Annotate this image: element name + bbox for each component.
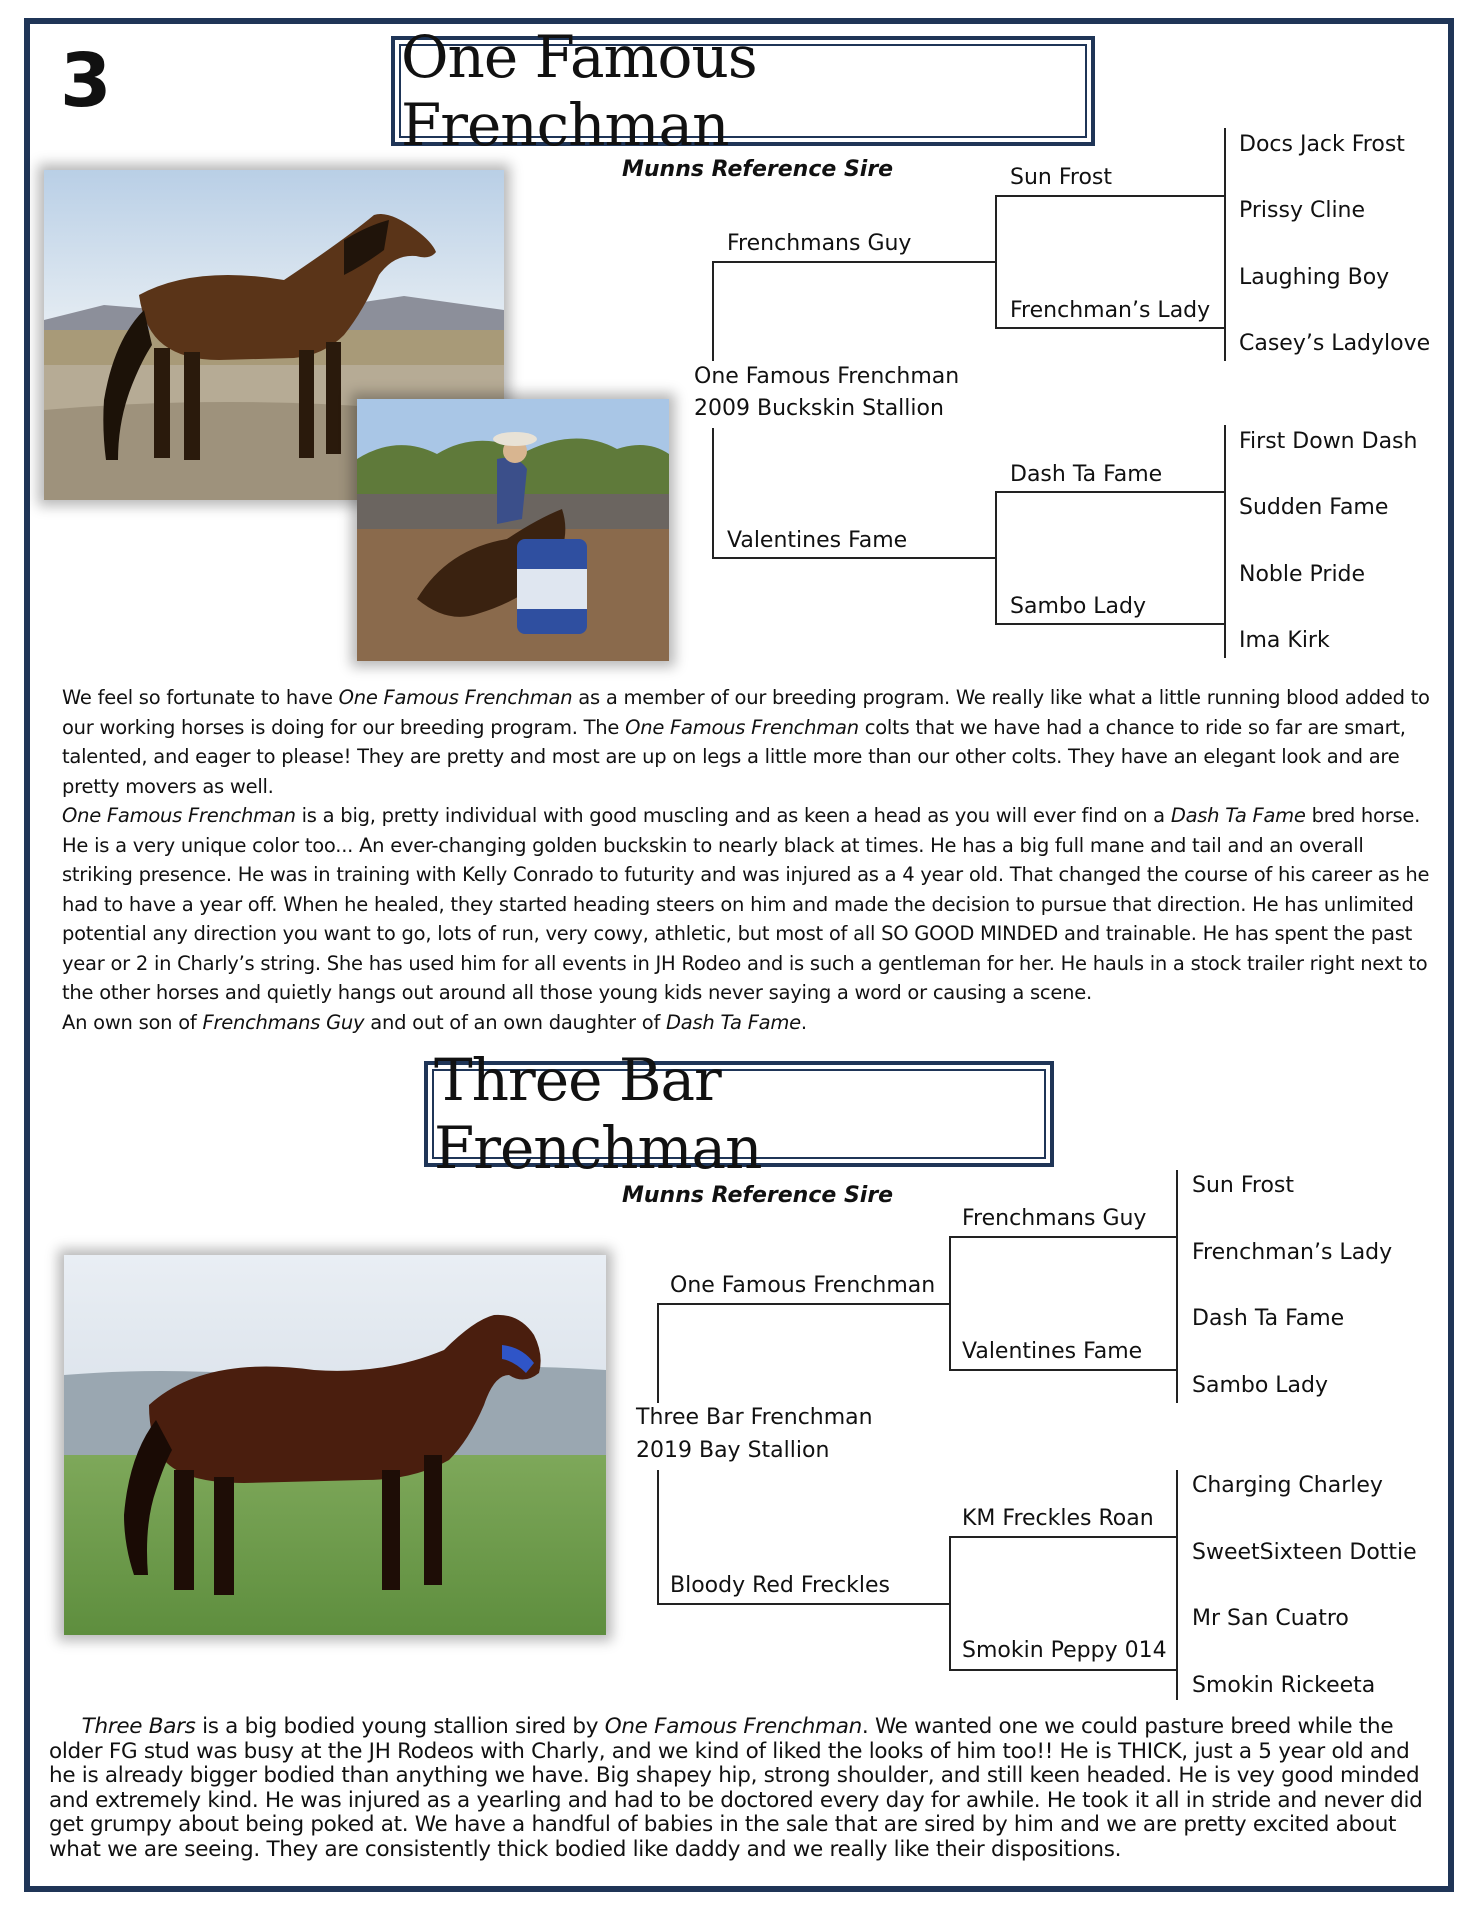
horse2-title: Three Bar Frenchman <box>432 1069 1046 1159</box>
horse1-ped-line <box>712 428 714 558</box>
horse1-ped-line <box>995 195 997 328</box>
horse2-ped-sire: One Famous Frenchman <box>670 1273 936 1298</box>
horse2-ped-sire-sire: Frenchmans Guy <box>962 1206 1147 1231</box>
horse1-ped-g3-6: Sudden Fame <box>1239 495 1389 520</box>
horse1-ped-line <box>712 261 714 361</box>
horse1-ped-line <box>995 623 1225 625</box>
horse2-ped-line <box>657 1470 659 1604</box>
horse1-ped-g3-7: Noble Pride <box>1239 562 1366 587</box>
horse2-description <box>49 1715 1439 1862</box>
horse2-standing-photo <box>64 1255 606 1635</box>
horse1-ped-line <box>1224 558 1226 658</box>
horse2-ped-line <box>1176 1470 1178 1603</box>
horse1-desc-paragraph-3: An own son of Frenchmans Guy and out of an own daughter of Dash Ta Fame. <box>62 1010 807 1034</box>
horse2-ped-subject-desc: 2019 Bay Stallion <box>636 1438 830 1463</box>
horse1-ped-line <box>995 491 1225 493</box>
horse2-ped-line <box>949 1369 1177 1371</box>
horse1-title-box <box>391 23 1095 159</box>
horse1-desc-paragraph-1: We feel so fortunate to have One Famous Frenchman as a member of our breeding program. We really like what a little running blood added to our working horses is doing for our breeding program. The One Famous Frenchman colts that we have had a chance to ride so far are smart, talented, and eager to please! They are pretty and most are up on legs a little more than our other colts. They have an elegant look and are pretty movers as well. <box>62 686 1430 798</box>
horse2-ped-line <box>1176 1303 1178 1403</box>
horse2-ped-line <box>1176 1170 1178 1303</box>
horse2-ped-line <box>949 1669 1177 1671</box>
horse1-ped-line <box>712 261 997 263</box>
horse1-ped-line <box>1224 128 1226 261</box>
horse1-ped-sire-sire: Sun Frost <box>1010 165 1113 190</box>
horse1-ped-line <box>1224 425 1226 558</box>
horse2-ped-g3-8: Smokin Rickeeta <box>1192 1673 1376 1698</box>
horse2-ped-g3-3: Dash Ta Fame <box>1192 1306 1345 1331</box>
horse2-ped-g3-2: Frenchman’s Lady <box>1192 1240 1393 1265</box>
horse1-ped-g3-5: First Down Dash <box>1239 429 1418 454</box>
horse1-ped-g3-8: Ima Kirk <box>1239 628 1330 653</box>
horse2-ped-g3-1: Sun Frost <box>1192 1173 1295 1198</box>
horse2-title-box <box>424 1046 1054 1182</box>
horse2-ped-g3-7: Mr San Cuatro <box>1192 1606 1349 1631</box>
horse2-ped-g3-5: Charging Charley <box>1192 1473 1383 1498</box>
horse1-ped-line <box>1224 261 1226 361</box>
horse2-ped-dam-sire: KM Freckles Roan <box>962 1506 1154 1531</box>
horse2-ped-line <box>1176 1603 1178 1700</box>
horse1-ped-sire: Frenchmans Guy <box>727 231 912 256</box>
horse2-ped-g3-6: SweetSixteen Dottie <box>1192 1540 1417 1565</box>
horse1-description <box>62 683 1432 1037</box>
horse1-ped-subject-desc: 2009 Buckskin Stallion <box>694 396 944 421</box>
horse1-ped-g3-4: Casey’s Ladylove <box>1239 331 1431 356</box>
horse2-ped-line <box>949 1236 1177 1238</box>
lot-number: 3 <box>60 38 112 124</box>
horse1-ped-subject-name: One Famous Frenchman <box>694 364 960 389</box>
horse2-ped-sire-dam: Valentines Fame <box>962 1339 1143 1364</box>
horse2-ped-line <box>657 1603 950 1605</box>
horse2-ped-line <box>949 1536 951 1670</box>
horse1-ped-g3-1: Docs Jack Frost <box>1239 132 1405 157</box>
horse1-ped-dam-sire: Dash Ta Fame <box>1010 462 1163 487</box>
horse2-ped-dam: Bloody Red Freckles <box>670 1573 890 1598</box>
horse2-standing-image <box>64 1255 606 1635</box>
horse1-ped-dam: Valentines Fame <box>727 528 908 553</box>
horse2-ped-g3-4: Sambo Lady <box>1192 1373 1329 1398</box>
horse2-ped-line <box>949 1536 1177 1538</box>
horse1-barrel-racing-photo <box>357 399 669 661</box>
horse1-ped-line <box>712 557 997 559</box>
horse2-ped-subject-name: Three Bar Frenchman <box>636 1405 873 1430</box>
horse1-ped-dam-dam: Sambo Lady <box>1010 594 1147 619</box>
horse1-subtitle: Munns Reference Sire <box>622 157 894 182</box>
horse1-ped-line <box>995 491 997 624</box>
horse2-ped-line <box>657 1303 950 1305</box>
horse2-subtitle: Munns Reference Sire <box>622 1183 894 1208</box>
horse1-ped-line <box>995 327 1225 329</box>
horse2-ped-line <box>657 1303 659 1403</box>
horse2-ped-dam-dam: Smokin Peppy 014 <box>962 1638 1167 1663</box>
horse1-ped-sire-dam: Frenchman’s Lady <box>1010 298 1211 323</box>
horse1-ped-g3-3: Laughing Boy <box>1239 265 1390 290</box>
horse2-desc-paragraph-1: Three Bars is a big bodied young stallion sired by One Famous Frenchman. We wanted one we could pasture breed while the older FG stud was busy at the JH Rodeos with Charly, and we kind of liked the looks of him too!! He is THICK, just a 5 year old and he is already bigger bodied than anything we have. Big shapey hip, strong shoulder, and still keen headed. He is vey good minded and extremely kind. He was injured as a yearling and had to be doctored every day for awhile. He took it all in stride and never did get grumpy about being poked at. We have a handful of babies in the sale that are sired by him and we are pretty excited about what we are seeing. They are consistently thick bodied like daddy and we really like their dispositions. <box>49 1714 1423 1862</box>
horse1-ped-line <box>995 195 1225 197</box>
horse2-ped-line <box>949 1236 951 1370</box>
horse1-desc-paragraph-2: One Famous Frenchman is a big, pretty individual with good muscling and as keen a head as you will ever find on a Dash Ta Fame bred horse. He is a very unique color too... An ever-changing golden buckskin to nearly black at times. He has a big full mane and tail and an overall striking presence. He was in training with Kelly Conrado to futurity and was injured as a 4 year old. That changed the course of his career as he had to have a year off. When he healed, they started heading steers on him and made the decision to pursue that direction. He has unlimited potential any direction you want to go, lots of run, very cowy, athletic, but most of all SO GOOD MINDED and trainable. He has spent the past year or 2 in Charly’s string. She has used him for all events in JH Rodeo and is such a gentleman for her. He hauls in a stock trailer right next to the other horses and quietly hangs out around all those young kids never saying a word or causing a scene. <box>62 804 1430 1004</box>
horse1-ped-g3-2: Prissy Cline <box>1239 198 1366 223</box>
horse1-rodeo-image <box>357 399 669 661</box>
horse1-title: One Famous Frenchman <box>399 44 1087 138</box>
